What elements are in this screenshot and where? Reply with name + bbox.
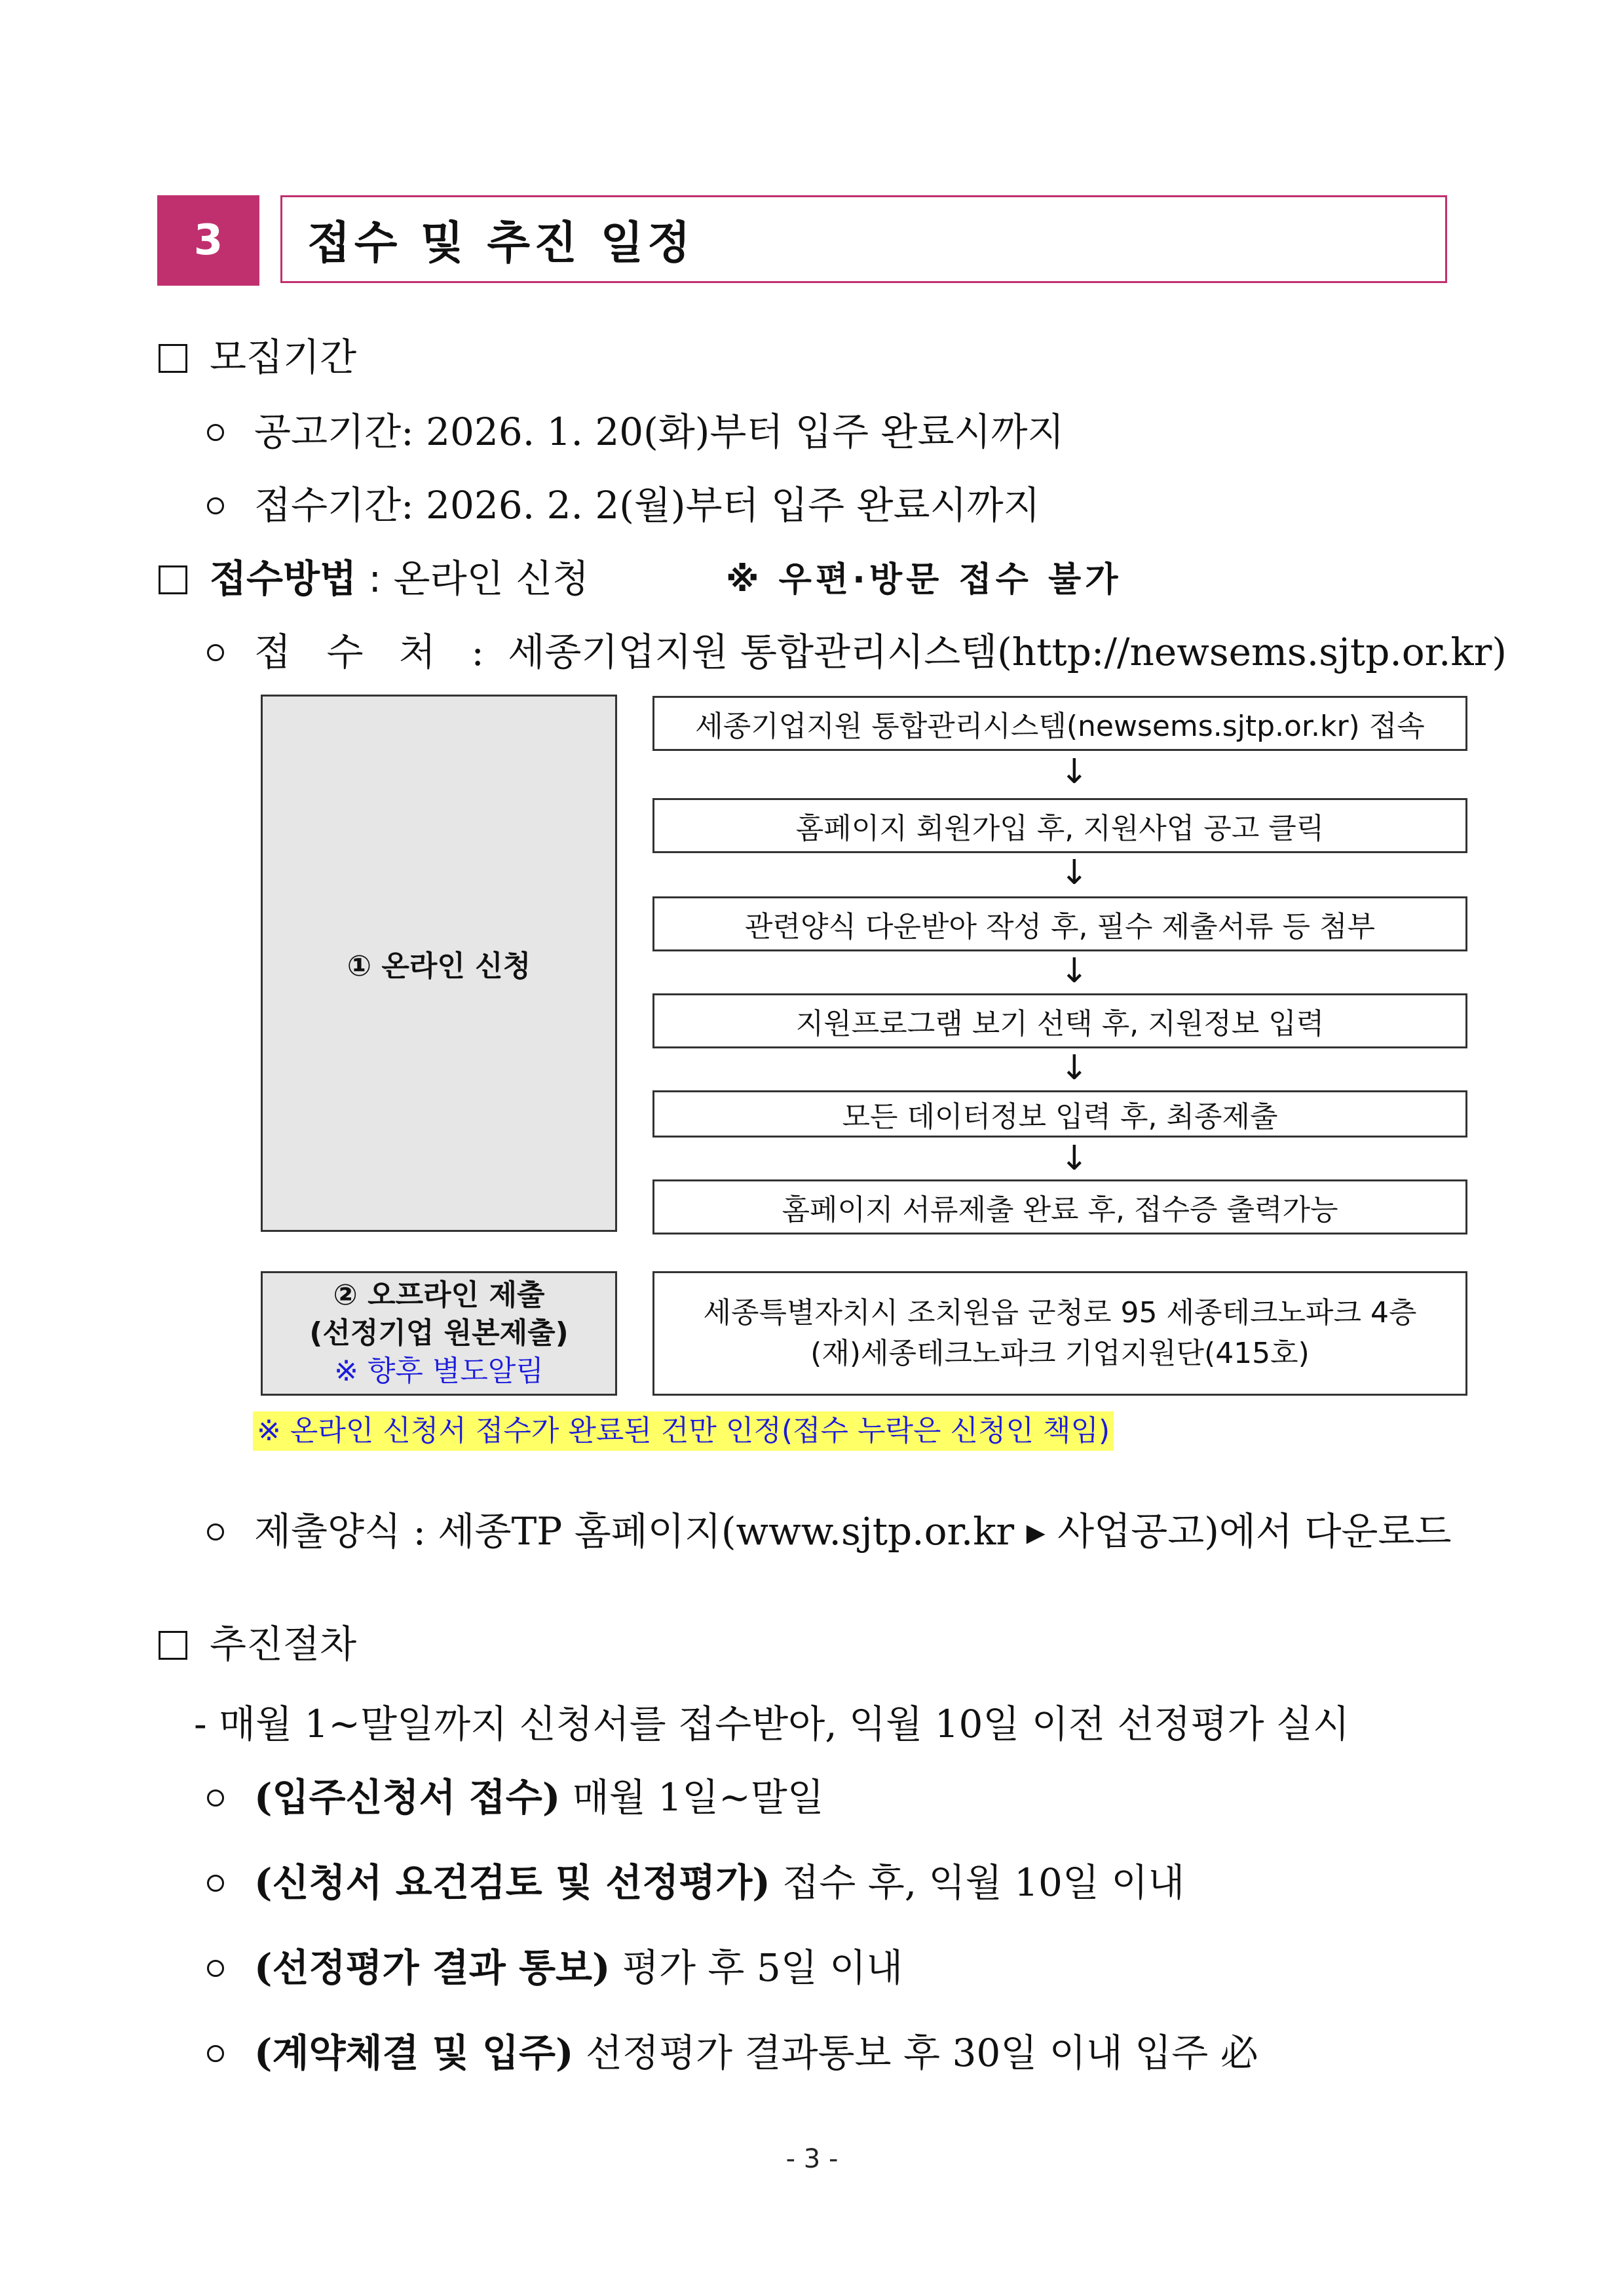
circle-bullet-icon <box>207 644 224 661</box>
flow-step: 홈페이지 회원가입 후, 지원사업 공고 클릭 <box>652 798 1467 853</box>
offline-submit-box <box>261 1271 617 1396</box>
offline-label: ② 오프라인 제출 <box>333 1278 545 1312</box>
down-arrow-icon: ↓ <box>1060 853 1089 892</box>
procedure-dash-line: - 매월 1~말일까지 신청서를 접수받아, 익월 10일 이전 선정평가 실시 <box>194 1702 1350 1746</box>
procedure-item <box>207 1767 824 1822</box>
procedure-heading: 추진절차 <box>210 1622 357 1666</box>
procedure-item-text: 평가 후 5일 이내 <box>610 1945 903 1990</box>
recruit-item-text: 접수기간: 2026. 2. 2(월)부터 입주 완료시까지 <box>254 483 1040 527</box>
page-number: - 3 - <box>785 2144 839 2174</box>
procedure-item-title: (계약체결 및 입주) <box>254 2031 574 2075</box>
square-bullet-icon <box>159 1631 187 1660</box>
form-line-text: 제출양식 : 세종TP 홈페이지(www.sjtp.or.kr ▸ 사업공고)에서 다운로드 <box>254 1509 1452 1554</box>
offline-note: ※ 향후 별도알림 <box>334 1354 544 1388</box>
circle-bullet-icon <box>207 497 224 514</box>
recruit-item-text: 공고기간: 2026. 1. 20(화)부터 입주 완료시까지 <box>254 410 1065 454</box>
flow-step: 지원프로그램 보기 선택 후, 지원정보 입력 <box>652 993 1467 1048</box>
method-warning: ※ 우편·방문 접수 불가 <box>726 560 1122 600</box>
circle-bullet-icon <box>207 1523 224 1540</box>
online-only-notice: ※ 온라인 신청서 접수가 완료된 건만 인정(접수 누락은 신청인 책임) <box>253 1411 1114 1451</box>
procedure-heading-row <box>159 1613 356 1668</box>
procedure-item-title: (선정평가 결과 통보) <box>254 1945 611 1990</box>
method-row <box>159 548 589 603</box>
section-title: 접수 및 추진 일정 <box>280 195 1447 283</box>
circle-bullet-icon <box>207 1875 224 1892</box>
procedure-item-text: 접수 후, 익월 10일 이내 <box>770 1860 1185 1905</box>
down-arrow-icon: ↓ <box>1060 951 1089 991</box>
square-bullet-icon <box>159 565 187 594</box>
procedure-item <box>207 1852 1184 1907</box>
offline-address-line: 세종특별자치시 조치원읍 군청로 95 세종테크노파크 4층 <box>703 1296 1417 1330</box>
flow-step: 홈페이지 서류제출 완료 후, 접수증 출력가능 <box>652 1179 1467 1234</box>
circle-bullet-icon <box>207 1960 224 1977</box>
down-arrow-icon: ↓ <box>1060 1139 1089 1178</box>
method-place-label: 접 수 처 : <box>254 630 496 674</box>
flow-step: 세종기업지원 통합관리시스템(newsems.sjtp.or.kr) 접속 <box>652 696 1467 751</box>
method-place-row <box>207 621 1507 676</box>
method-value: 온라인 신청 <box>393 556 590 601</box>
circle-bullet-icon <box>207 2045 224 2062</box>
offline-address-line: (재)세종테크노파크 기업지원단(415호) <box>810 1337 1310 1370</box>
flow-step: 모든 데이터정보 입력 후, 최종제출 <box>652 1090 1467 1138</box>
offline-address-box <box>652 1271 1467 1396</box>
recruit-heading: 모집기간 <box>210 335 357 379</box>
circle-bullet-icon <box>207 1789 224 1807</box>
method-place-value: 세종기업지원 통합관리시스템(http://newsems.sjtp.or.kr) <box>508 630 1507 674</box>
square-bullet-icon <box>159 344 187 373</box>
down-arrow-icon: ↓ <box>1060 752 1089 792</box>
flow-step: 관련양식 다운받아 작성 후, 필수 제출서류 등 첨부 <box>652 896 1467 951</box>
procedure-item-text: 매월 1일~말일 <box>560 1775 824 1820</box>
down-arrow-icon: ↓ <box>1060 1048 1089 1088</box>
recruit-item <box>207 401 1065 456</box>
method-separator: : <box>356 556 394 601</box>
method-heading: 접수방법 <box>210 556 357 601</box>
recruit-item <box>207 474 1040 529</box>
procedure-item <box>207 1937 903 1992</box>
procedure-item-text: 선정평가 결과통보 후 30일 이내 입주 必 <box>573 2031 1258 2075</box>
procedure-item-title: (입주신청서 접수) <box>254 1775 561 1820</box>
section-number: 3 <box>157 195 259 286</box>
recruit-heading-row <box>159 326 356 381</box>
online-apply-box: ① 온라인 신청 <box>261 695 617 1232</box>
procedure-item-title: (신청서 요건검토 및 선정평가) <box>254 1860 770 1905</box>
procedure-item <box>207 2022 1258 2077</box>
form-line-row <box>207 1501 1452 1556</box>
circle-bullet-icon <box>207 424 224 441</box>
offline-sub: (선정기업 원본제출) <box>309 1316 569 1350</box>
